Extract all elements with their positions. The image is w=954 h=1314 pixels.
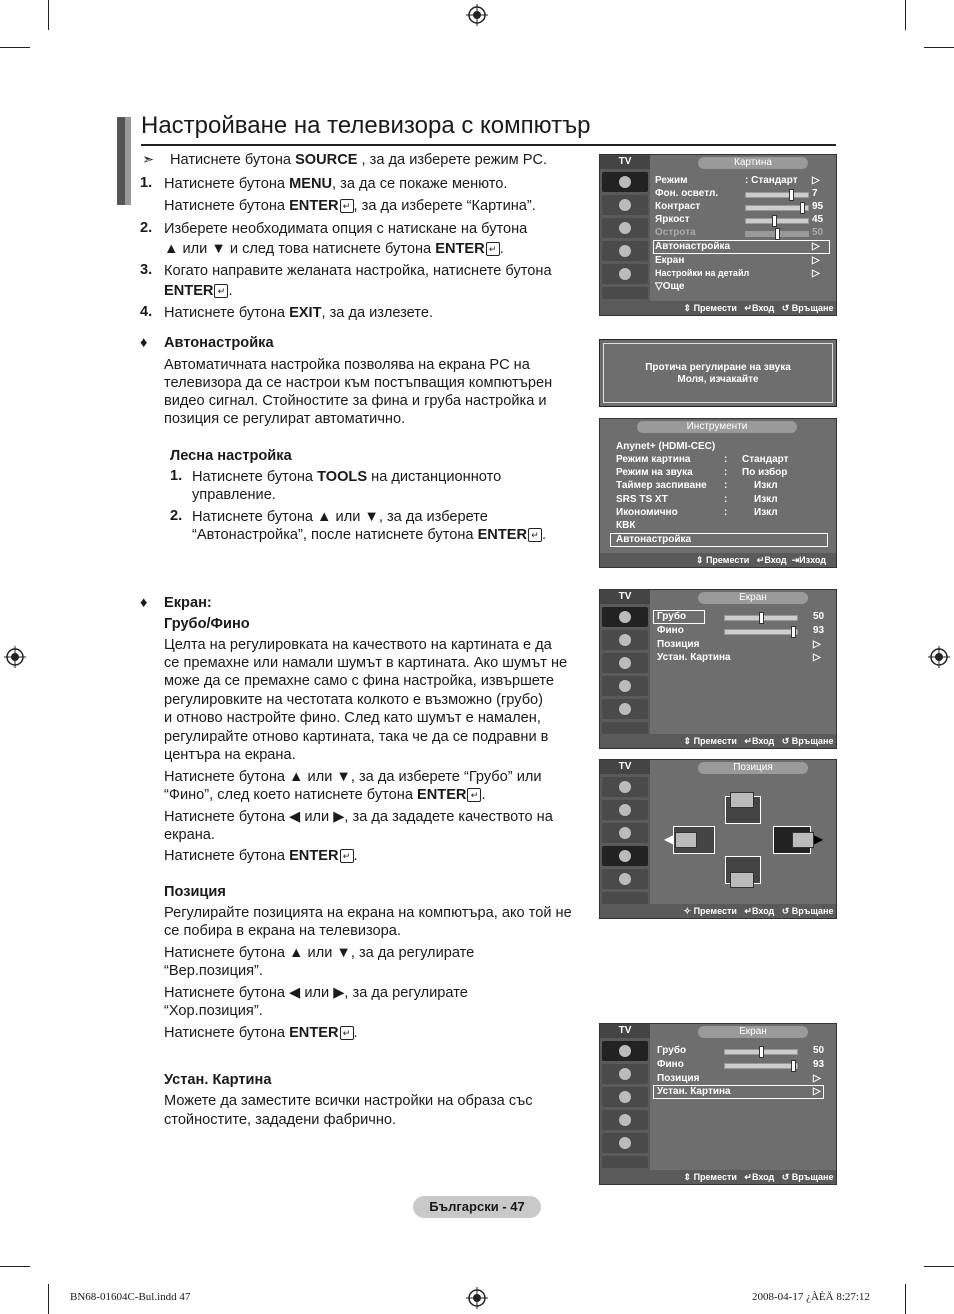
tools-row: Режим на звука <box>616 467 693 478</box>
step-1: Натиснете бутона MENU, за да се покаже менюто. <box>164 176 508 192</box>
screen-body: и отново настройте фино. След като шумът е намален, <box>164 710 541 726</box>
osd-sidebar <box>600 604 650 734</box>
osd-row: ▽Още <box>655 281 685 292</box>
dialog-frame <box>603 343 833 403</box>
screen-instr: Натиснете бутона ◀ или ▶, за да зададете качеството на <box>164 809 553 825</box>
easy-setting-heading: Лесна настройка <box>170 448 292 464</box>
osd-row: Настройки на детайл <box>655 268 750 278</box>
osd-row-selected: Автонастройка <box>655 241 731 252</box>
setup-icon <box>602 676 648 696</box>
screen-instr: Натиснете бутона ▲ или ▼, за да изберете “Грубо” или <box>164 769 542 785</box>
screen-row: Фино <box>657 625 684 636</box>
position-heading: Позиция <box>164 884 226 900</box>
slider-knob <box>791 1060 796 1072</box>
crop-mark <box>924 1266 954 1267</box>
enter-icon: ↵ <box>467 788 481 802</box>
osd-value: 50 <box>813 611 825 622</box>
registration-mark-icon <box>466 4 488 26</box>
screen-row: Позиция <box>657 639 700 650</box>
osd-row: Острота <box>655 227 696 238</box>
osd-row: Контраст <box>655 201 701 212</box>
tools-row: КВК <box>616 520 636 531</box>
slider-knob <box>759 1046 764 1058</box>
channel-icon <box>602 1087 648 1107</box>
crop-mark <box>924 47 954 48</box>
screen-body: се премахне или намали шумът в картината. Ако шумът не <box>164 655 568 671</box>
auto-body: видео сигнал. Стойностите за фина и груба настройка и <box>164 393 547 409</box>
step-number: 3. <box>140 262 153 278</box>
crop-mark <box>48 1284 49 1314</box>
screen-body: Целта на регулировката на качеството на картината е да <box>164 637 552 653</box>
position-body: се побира в екрана на телевизора. <box>164 923 401 939</box>
channel-icon <box>602 653 648 673</box>
osd-title: Инструменти <box>637 421 797 433</box>
channel-icon <box>602 218 648 238</box>
slider-knob <box>791 626 796 638</box>
osd-picture-menu <box>599 154 837 316</box>
application-icon <box>602 722 648 734</box>
osd-tools-menu <box>599 418 837 568</box>
input-icon <box>602 1133 648 1153</box>
enter-icon: ↵ <box>340 199 354 213</box>
registration-mark-icon <box>928 646 950 668</box>
sound-icon <box>602 195 648 215</box>
tools-sep: : <box>724 454 728 465</box>
auto-body: Автоматичната настройка позволява на екрана PC на <box>164 357 530 373</box>
tools-value: По избор <box>742 467 788 478</box>
arrow-left-icon: ◀ <box>664 832 674 846</box>
tools-row: Режим картина <box>616 454 691 465</box>
position-down-screen <box>730 872 754 888</box>
enter-icon: ↵ <box>528 528 542 542</box>
input-icon <box>602 869 648 889</box>
reset-heading: Устан. Картина <box>164 1072 272 1088</box>
screen-instr: Натиснете бутона ENTER ↵ . <box>164 848 358 864</box>
arrow-right-icon: ▷ <box>813 1073 821 1084</box>
arrow-right-icon: ▷ <box>813 639 821 650</box>
step-number: 4. <box>140 304 153 320</box>
screen-instr: екрана. <box>164 827 215 843</box>
step-4: Натиснете бутона EXIT, за да излезете. <box>164 305 433 321</box>
osd-value: 93 <box>813 1059 825 1070</box>
position-instr: Натиснете бутона ENTER ↵ . <box>164 1025 358 1041</box>
auto-heading: Автонастройка <box>164 335 274 351</box>
picture-icon <box>602 172 648 192</box>
crop-mark <box>0 47 30 48</box>
step-3: Когато направите желаната настройка, натиснете бутона <box>164 263 552 279</box>
input-icon <box>602 264 648 284</box>
sound-icon <box>602 800 648 820</box>
tv-label: TV <box>600 760 650 774</box>
reset-body: стойностите, зададени фабрично. <box>164 1112 397 1128</box>
arrow-right-icon: ▷ <box>812 175 820 186</box>
slider-backlight <box>745 192 809 198</box>
title-rule <box>141 144 836 146</box>
slider-fine <box>724 629 798 635</box>
enter-icon: ↵ <box>486 242 500 256</box>
easy-step-2: Натиснете бутона ▲ или ▼, за да изберете <box>192 509 488 525</box>
screen-row: Грубо <box>657 1045 687 1056</box>
sound-icon <box>602 630 648 650</box>
step-number: 1. <box>140 175 153 191</box>
channel-icon <box>602 823 648 843</box>
osd-footer: ⇕ Премести ↵Вход ↺ Връщане <box>600 734 836 748</box>
tools-sep: : <box>724 467 728 478</box>
reset-body: Можете да заместите всички настройки на образа със <box>164 1093 533 1109</box>
input-icon <box>602 699 648 719</box>
osd-position-menu <box>599 759 837 919</box>
tools-value: Изкл <box>754 494 778 505</box>
step-1b: Натиснете бутона ENTER ↵ , за да изберете “Картина”. <box>164 198 536 214</box>
coarse-fine-heading: Грубо/Фино <box>164 616 250 632</box>
osd-footer: ⇕ Премести ↵Вход ⇥Изход <box>600 553 836 567</box>
enter-icon: ↵ <box>340 1026 354 1040</box>
slider-knob <box>800 202 805 214</box>
page-number: Български - 47 <box>413 1196 541 1218</box>
screen-body: центъра на екрана. <box>164 747 296 763</box>
tv-label: TV <box>600 1024 650 1038</box>
position-instr: “Хор.позиция”. <box>164 1003 263 1019</box>
slider-fine <box>724 1063 798 1069</box>
setup-icon <box>602 1110 648 1130</box>
arrow-right-icon: ▶ <box>814 832 824 846</box>
tools-value: Стандарт <box>742 454 789 465</box>
picture-icon <box>602 777 648 797</box>
step-2: Изберете необходимата опция с натискане на бутона <box>164 221 528 237</box>
picture-icon <box>602 607 648 627</box>
screen-row: Фино <box>657 1059 684 1070</box>
footer-timestamp: 2008-04-17 ¿ÀÈÄ 8:27:12 <box>752 1291 870 1303</box>
osd-title: Картина <box>698 157 808 169</box>
position-body: Регулирайте позицията на екрана на компютъра, ако той не <box>164 905 572 921</box>
osd-row: Яркост <box>655 214 690 225</box>
sound-icon <box>602 1064 648 1084</box>
enter-icon: ↵ <box>340 849 354 863</box>
osd-row: Режим <box>655 175 688 186</box>
crop-mark <box>48 0 49 30</box>
tv-label: TV <box>600 590 650 604</box>
step-number: 2. <box>140 220 153 236</box>
position-instr: “Вер.позиция”. <box>164 963 263 979</box>
screen-row: Позиция <box>657 1073 700 1084</box>
osd-value: 93 <box>813 625 825 636</box>
screen-instr: “Фино”, след което натиснете бутона ENTER ↵ . <box>164 787 486 803</box>
arrow-right-icon: ▷ <box>812 241 820 252</box>
progress-wait: Моля, изчакайте <box>677 374 759 385</box>
title-accent-bar <box>125 117 131 205</box>
osd-progress-dialog <box>599 339 837 407</box>
arrow-right-icon: ▷ <box>812 255 820 266</box>
crop-mark <box>905 1284 906 1314</box>
step-number: 1. <box>170 468 183 484</box>
screen-row-selected: Устан. Картина <box>657 1086 731 1097</box>
easy-step-2b: “Автонастройка”, после натиснете бутона ENTER ↵ . <box>192 527 547 543</box>
screen-row-selected: Грубо <box>657 611 687 622</box>
registration-mark-icon <box>4 646 26 668</box>
osd-title: Екран <box>698 592 808 604</box>
arrow-right-icon: ▷ <box>812 268 820 279</box>
crop-mark <box>0 1266 30 1267</box>
screen-row: Устан. Картина <box>657 652 731 663</box>
application-icon <box>602 892 648 904</box>
position-right-screen <box>792 832 814 848</box>
diamond-bullet-icon: ♦ <box>140 335 148 351</box>
slider-knob <box>775 228 780 240</box>
footer-file: BN68-01604C-Bul.indd 47 <box>70 1291 191 1303</box>
tools-row: SRS TS XT <box>616 494 668 505</box>
osd-title: Екран <box>698 1026 808 1038</box>
auto-body: телевизора да се настрои към постъпващия компютърен <box>164 375 553 391</box>
arrow-right-icon: ▷ <box>813 652 821 663</box>
osd-value: 7 <box>812 188 818 199</box>
osd-row: Фон. осветл. <box>655 188 719 199</box>
auto-body: позиция се регулират автоматично. <box>164 411 406 427</box>
easy-step-1b: управление. <box>192 487 276 503</box>
step-3b: ENTER ↵ . <box>164 283 233 299</box>
osd-row: Екран <box>655 255 685 266</box>
position-instr: Натиснете бутона ▲ или ▼, за да регулирате <box>164 945 475 961</box>
tools-row: Anynet+ (HDMI-CEC) <box>616 441 716 452</box>
osd-screen-menu <box>599 589 837 749</box>
screen-body: може да се премахне само с фина настройка, извършете <box>164 673 555 689</box>
arrow-icon: ➣ <box>142 152 155 168</box>
step-2b: ▲ или ▼ и след това натиснете бутона ENTER ↵ . <box>164 241 504 257</box>
screen-body: регулирайте отново картината, така че да се подравни в <box>164 729 549 745</box>
position-up-screen <box>730 792 754 808</box>
osd-value: 50 <box>813 1045 825 1056</box>
osd-value: 50 <box>812 227 824 238</box>
position-left-screen <box>675 832 697 848</box>
easy-step-1: Натиснете бутона TOOLS на дистанционното <box>192 469 502 485</box>
setup-icon <box>602 846 648 866</box>
tools-row-selected: Автонастройка <box>616 534 692 545</box>
osd-sidebar <box>600 1038 650 1170</box>
tools-sep: : <box>724 494 728 505</box>
step-pre: Натиснете бутона SOURCE , за да изберете режим PC. <box>170 152 548 168</box>
osd-title: Позиция <box>698 762 808 774</box>
application-icon <box>602 287 648 299</box>
step-number: 2. <box>170 508 183 524</box>
diamond-bullet-icon: ♦ <box>140 595 148 611</box>
setup-icon <box>602 241 648 261</box>
arrow-right-icon: ▷ <box>813 1086 821 1097</box>
osd-footer: ✧ Премести ↵Вход ↺ Връщане <box>600 904 836 918</box>
tools-row: Икономично <box>616 507 678 518</box>
slider-brightness <box>745 218 809 224</box>
slider-knob <box>772 215 777 227</box>
position-instr: Натиснете бутона ◀ или ▶, за да регулирате <box>164 985 468 1001</box>
crop-mark <box>905 0 906 30</box>
tools-sep: : <box>724 480 728 491</box>
page-title: Настройване на телевизора с компютър <box>141 112 591 139</box>
osd-footer: ⇕ Премести ↵Вход ↺ Връщане <box>600 301 836 315</box>
tools-value: Изкл <box>754 480 778 491</box>
slider-knob <box>789 189 794 201</box>
tools-value: Изкл <box>754 507 778 518</box>
screen-heading: Екран: <box>164 595 212 611</box>
application-icon <box>602 1156 648 1168</box>
osd-footer: ⇕ Премести ↵Вход ↺ Връщане <box>600 1170 836 1184</box>
picture-icon <box>602 1041 648 1061</box>
osd-value: 45 <box>812 214 824 225</box>
enter-icon: ↵ <box>214 284 228 298</box>
slider-knob <box>759 612 764 624</box>
progress-message: Протича регулиране на звука <box>645 362 791 373</box>
tools-sep: : <box>724 507 728 518</box>
osd-value: : Стандарт <box>745 175 798 186</box>
osd-value: 95 <box>812 201 824 212</box>
screen-body: регулировките на честотата колкото е възможно (грубо) <box>164 692 544 708</box>
osd-sidebar <box>600 774 650 904</box>
tv-label: TV <box>600 155 650 169</box>
tools-row: Таймер заспиване <box>616 480 707 491</box>
osd-sidebar <box>600 169 650 301</box>
registration-mark-icon <box>466 1287 488 1309</box>
osd-screen-reset-menu <box>599 1023 837 1185</box>
